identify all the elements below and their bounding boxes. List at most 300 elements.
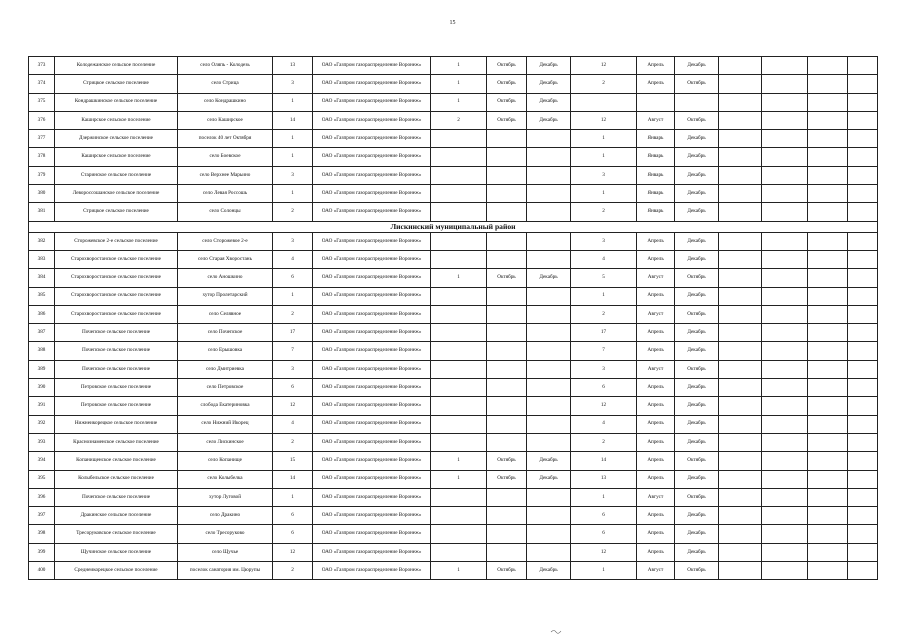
object-count: 6 — [273, 507, 313, 525]
empty-cell — [848, 342, 878, 360]
settlement-name: Кондрашкинское сельское поселение — [55, 93, 178, 111]
empty-cell — [762, 269, 808, 287]
empty-cell — [848, 75, 878, 93]
gas-operator: ОАО «Газпром газораспределение Воронеж» — [313, 470, 431, 488]
stage2-start: Апрель — [637, 75, 675, 93]
empty-cell — [808, 111, 848, 129]
settlement-name: Старохворостанское сельское поселение — [55, 250, 178, 268]
empty-cell — [808, 148, 848, 166]
table-row — [29, 203, 878, 221]
empty-cell — [808, 342, 848, 360]
stage2-start: Август — [637, 488, 675, 506]
stage1-end: Декабрь — [527, 57, 571, 75]
empty-cell — [848, 507, 878, 525]
stage1-count — [431, 379, 487, 397]
stage1-end: Декабрь — [527, 111, 571, 129]
stage2-end: Октябрь — [675, 75, 719, 93]
object-count: 4 — [273, 250, 313, 268]
table-row — [29, 525, 878, 543]
table-row — [29, 397, 878, 415]
stage1-count — [431, 250, 487, 268]
stage1-end — [527, 130, 571, 148]
empty-cell — [719, 57, 762, 75]
stage2-count: 1 — [571, 130, 637, 148]
stage2-count: 1 — [571, 185, 637, 203]
stage2-start: Август — [637, 360, 675, 378]
district-heading-row — [29, 221, 878, 232]
empty-cell — [848, 232, 878, 250]
empty-cell — [762, 93, 808, 111]
object-count: 3 — [273, 232, 313, 250]
empty-cell — [808, 415, 848, 433]
stage2-start: Апрель — [637, 342, 675, 360]
stage1-start — [487, 488, 527, 506]
stage2-start: Апрель — [637, 543, 675, 561]
empty-cell — [808, 232, 848, 250]
row-number: 381 — [29, 203, 55, 221]
stage2-start: Апрель — [637, 507, 675, 525]
empty-cell — [848, 360, 878, 378]
stage2-end: Декабрь — [675, 397, 719, 415]
stage2-count: 3 — [571, 360, 637, 378]
stage1-end — [527, 543, 571, 561]
stage2-end: Декабрь — [675, 185, 719, 203]
object-count: 12 — [273, 543, 313, 561]
table-row — [29, 305, 878, 323]
stage2-count: 12 — [571, 57, 637, 75]
empty-cell — [719, 111, 762, 129]
table-row — [29, 415, 878, 433]
stage2-start: Апрель — [637, 379, 675, 397]
stage1-end: Декабрь — [527, 562, 571, 580]
empty-cell — [719, 488, 762, 506]
settlement-name: Тресоруковское сельское поселение — [55, 525, 178, 543]
stage2-count: 12 — [571, 111, 637, 129]
table-row — [29, 250, 878, 268]
row-number: 398 — [29, 525, 55, 543]
empty-cell — [762, 305, 808, 323]
stage2-count: 2 — [571, 305, 637, 323]
stage1-count: 1 — [431, 452, 487, 470]
object-count: 6 — [273, 379, 313, 397]
stage2-start: Апрель — [637, 287, 675, 305]
settlement-name: Старохворостанское сельское поселение — [55, 287, 178, 305]
stage1-count: 1 — [431, 75, 487, 93]
table-row — [29, 488, 878, 506]
locality-name: село Солонцы — [178, 203, 273, 221]
empty-cell — [719, 397, 762, 415]
gas-operator: ОАО «Газпром газораспределение Воронеж» — [313, 379, 431, 397]
locality-name: село Кондрашкино — [178, 93, 273, 111]
settlement-name: Дракинское сельское поселение — [55, 507, 178, 525]
gas-operator: ОАО «Газпром газораспределение Воронеж» — [313, 185, 431, 203]
settlement-name: Почепское сельское поселение — [55, 342, 178, 360]
settlement-name: Каширское сельское поселение — [55, 148, 178, 166]
stage2-end: Декабрь — [675, 470, 719, 488]
stage2-count — [571, 93, 637, 111]
stage1-count: 1 — [431, 562, 487, 580]
empty-cell — [848, 269, 878, 287]
settlement-name: Краснознаменское сельское поселение — [55, 433, 178, 451]
empty-cell — [762, 166, 808, 184]
stage1-end — [527, 166, 571, 184]
object-count: 1 — [273, 185, 313, 203]
empty-cell — [808, 269, 848, 287]
locality-name: село Стрица — [178, 75, 273, 93]
stage2-start: Январь — [637, 130, 675, 148]
margin-mark — [550, 628, 562, 634]
empty-cell — [762, 324, 808, 342]
stage1-count — [431, 360, 487, 378]
settlement-name: Старохворостанское сельское поселение — [55, 269, 178, 287]
stage1-start — [487, 507, 527, 525]
gas-operator: ОАО «Газпром газораспределение Воронеж» — [313, 232, 431, 250]
empty-cell — [808, 250, 848, 268]
stage1-count — [431, 415, 487, 433]
stage1-start — [487, 166, 527, 184]
stage2-count: 7 — [571, 342, 637, 360]
stage1-end — [527, 433, 571, 451]
gas-operator: ОАО «Газпром газораспределение Воронеж» — [313, 488, 431, 506]
stage1-start — [487, 360, 527, 378]
stage1-count: 2 — [431, 111, 487, 129]
stage1-count: 1 — [431, 470, 487, 488]
empty-cell — [719, 130, 762, 148]
stage1-start — [487, 305, 527, 323]
row-number: 396 — [29, 488, 55, 506]
stage2-start: Апрель — [637, 470, 675, 488]
locality-name: село Верхнее Марьино — [178, 166, 273, 184]
locality-name: село Аношкино — [178, 269, 273, 287]
row-number: 374 — [29, 75, 55, 93]
stage2-start: Апрель — [637, 57, 675, 75]
locality-name: село Оляпь - Колодезь — [178, 57, 273, 75]
object-count: 12 — [273, 397, 313, 415]
empty-cell — [848, 488, 878, 506]
empty-cell — [762, 433, 808, 451]
gasification-schedule-table — [28, 56, 878, 580]
settlement-name: Петровское сельское поселение — [55, 397, 178, 415]
stage2-start: Январь — [637, 185, 675, 203]
locality-name: село Копанище — [178, 452, 273, 470]
table-row — [29, 287, 878, 305]
empty-cell — [808, 397, 848, 415]
empty-cell — [808, 166, 848, 184]
stage1-start — [487, 185, 527, 203]
empty-cell — [762, 543, 808, 561]
empty-cell — [762, 57, 808, 75]
stage1-count — [431, 232, 487, 250]
empty-cell — [808, 360, 848, 378]
gas-operator: ОАО «Газпром газораспределение Воронеж» — [313, 507, 431, 525]
row-number: 388 — [29, 342, 55, 360]
stage2-end: Декабрь — [675, 379, 719, 397]
empty-cell — [762, 452, 808, 470]
stage2-end: Октябрь — [675, 305, 719, 323]
empty-cell — [808, 75, 848, 93]
stage1-count — [431, 185, 487, 203]
empty-cell — [808, 433, 848, 451]
stage1-start — [487, 324, 527, 342]
stage2-end: Декабрь — [675, 250, 719, 268]
settlement-name: Сторожевское 2-е сельское поселение — [55, 232, 178, 250]
object-count: 3 — [273, 166, 313, 184]
stage2-count: 14 — [571, 452, 637, 470]
empty-cell — [808, 562, 848, 580]
empty-cell — [719, 148, 762, 166]
stage1-count: 1 — [431, 269, 487, 287]
row-number: 393 — [29, 433, 55, 451]
stage2-end: Декабрь — [675, 525, 719, 543]
object-count: 14 — [273, 470, 313, 488]
stage2-end: Октябрь — [675, 488, 719, 506]
empty-cell — [762, 287, 808, 305]
empty-cell — [719, 470, 762, 488]
empty-cell — [848, 148, 878, 166]
stage2-end: Декабрь — [675, 148, 719, 166]
locality-name: село Сторожевое 2-е — [178, 232, 273, 250]
stage1-count — [431, 287, 487, 305]
locality-name: село Каширское — [178, 111, 273, 129]
empty-cell — [808, 203, 848, 221]
settlement-name: Копанищенское сельское поселение — [55, 452, 178, 470]
row-number: 380 — [29, 185, 55, 203]
stage1-start — [487, 130, 527, 148]
row-number: 391 — [29, 397, 55, 415]
stage1-start: Октябрь — [487, 470, 527, 488]
stage1-end — [527, 250, 571, 268]
empty-cell — [762, 470, 808, 488]
empty-cell — [848, 93, 878, 111]
stage2-count: 1 — [571, 287, 637, 305]
empty-cell — [848, 379, 878, 397]
locality-name: село Почепское — [178, 324, 273, 342]
object-count: 2 — [273, 305, 313, 323]
table-row — [29, 360, 878, 378]
empty-cell — [848, 203, 878, 221]
stage2-count: 1 — [571, 562, 637, 580]
settlement-name: Петровское сельское поселение — [55, 379, 178, 397]
table-row — [29, 111, 878, 129]
table-row — [29, 507, 878, 525]
settlement-name: Нижнеикорецкое сельское поселение — [55, 415, 178, 433]
stage2-count: 1 — [571, 148, 637, 166]
locality-name: село Тресоруково — [178, 525, 273, 543]
stage2-start: Август — [637, 305, 675, 323]
locality-name: поселок 40 лет Октября — [178, 130, 273, 148]
settlement-name: Каширское сельское поселение — [55, 111, 178, 129]
stage2-count: 12 — [571, 543, 637, 561]
row-number: 375 — [29, 93, 55, 111]
empty-cell — [762, 203, 808, 221]
empty-cell — [848, 250, 878, 268]
stage1-end — [527, 185, 571, 203]
empty-cell — [848, 185, 878, 203]
row-number: 387 — [29, 324, 55, 342]
locality-name: село Селявное — [178, 305, 273, 323]
stage1-start: Октябрь — [487, 562, 527, 580]
stage1-end — [527, 415, 571, 433]
stage2-start: Август — [637, 562, 675, 580]
empty-cell — [848, 433, 878, 451]
stage2-count: 3 — [571, 232, 637, 250]
stage1-start — [487, 203, 527, 221]
stage1-start: Октябрь — [487, 75, 527, 93]
empty-cell — [762, 562, 808, 580]
locality-name: хутор Луговой — [178, 488, 273, 506]
row-number: 385 — [29, 287, 55, 305]
empty-cell — [719, 543, 762, 561]
stage2-start: Январь — [637, 166, 675, 184]
stage2-count: 2 — [571, 433, 637, 451]
stage2-start: Апрель — [637, 415, 675, 433]
object-count: 1 — [273, 287, 313, 305]
locality-name: село Нижний Икорец — [178, 415, 273, 433]
stage1-end — [527, 148, 571, 166]
stage1-start — [487, 525, 527, 543]
locality-name: село Ерышовка — [178, 342, 273, 360]
empty-cell — [762, 488, 808, 506]
stage2-end: Октябрь — [675, 360, 719, 378]
gas-operator: ОАО «Газпром газораспределение Воронеж» — [313, 324, 431, 342]
table-row — [29, 379, 878, 397]
object-count: 1 — [273, 148, 313, 166]
empty-cell — [762, 525, 808, 543]
object-count: 1 — [273, 488, 313, 506]
row-number: 392 — [29, 415, 55, 433]
empty-cell — [719, 250, 762, 268]
empty-cell — [848, 287, 878, 305]
stage1-start — [487, 397, 527, 415]
stage2-count: 1 — [571, 488, 637, 506]
district-heading: Лискинский муниципальный район — [29, 221, 878, 232]
locality-name: хутор Пролетарский — [178, 287, 273, 305]
empty-cell — [762, 148, 808, 166]
table-row — [29, 57, 878, 75]
empty-cell — [808, 470, 848, 488]
empty-cell — [762, 111, 808, 129]
stage1-count — [431, 543, 487, 561]
stage2-end: Декабрь — [675, 415, 719, 433]
empty-cell — [719, 93, 762, 111]
page-number: 15 — [449, 20, 456, 26]
empty-cell — [762, 415, 808, 433]
gas-operator: ОАО «Газпром газораспределение Воронеж» — [313, 111, 431, 129]
stage2-count: 3 — [571, 166, 637, 184]
stage1-start — [487, 148, 527, 166]
stage2-end: Декабрь — [675, 166, 719, 184]
empty-cell — [719, 305, 762, 323]
table-row — [29, 232, 878, 250]
empty-cell — [848, 415, 878, 433]
object-count: 13 — [273, 57, 313, 75]
stage2-start: Апрель — [637, 232, 675, 250]
gas-operator: ОАО «Газпром газораспределение Воронеж» — [313, 305, 431, 323]
locality-name: поселок санатория им. Цюрупы — [178, 562, 273, 580]
gas-operator: ОАО «Газпром газораспределение Воронеж» — [313, 203, 431, 221]
stage1-count — [431, 166, 487, 184]
object-count: 17 — [273, 324, 313, 342]
empty-cell — [808, 543, 848, 561]
row-number: 383 — [29, 250, 55, 268]
table-row — [29, 342, 878, 360]
object-count: 2 — [273, 203, 313, 221]
settlement-name: Почепское сельское поселение — [55, 324, 178, 342]
stage1-start — [487, 287, 527, 305]
stage2-start: Август — [637, 269, 675, 287]
empty-cell — [719, 379, 762, 397]
stage1-end: Декабрь — [527, 452, 571, 470]
row-number: 397 — [29, 507, 55, 525]
settlement-name: Почепское сельское поселение — [55, 488, 178, 506]
empty-cell — [719, 360, 762, 378]
settlement-name: Среднеикорецкое сельское поселение — [55, 562, 178, 580]
empty-cell — [719, 185, 762, 203]
settlement-name: Стрицкое сельское поселение — [55, 203, 178, 221]
stage2-count: 6 — [571, 525, 637, 543]
gas-operator: ОАО «Газпром газораспределение Воронеж» — [313, 287, 431, 305]
gas-operator: ОАО «Газпром газораспределение Воронеж» — [313, 397, 431, 415]
stage1-end — [527, 342, 571, 360]
gas-operator: ОАО «Газпром газораспределение Воронеж» — [313, 452, 431, 470]
stage2-start: Апрель — [637, 452, 675, 470]
stage2-start: Январь — [637, 148, 675, 166]
row-number: 373 — [29, 57, 55, 75]
stage2-count: 2 — [571, 75, 637, 93]
locality-name: село Дмитриевка — [178, 360, 273, 378]
empty-cell — [808, 452, 848, 470]
gas-operator: ОАО «Газпром газораспределение Воронеж» — [313, 166, 431, 184]
stage1-start — [487, 415, 527, 433]
empty-cell — [719, 287, 762, 305]
empty-cell — [762, 185, 808, 203]
gas-operator: ОАО «Газпром газораспределение Воронеж» — [313, 75, 431, 93]
row-number: 382 — [29, 232, 55, 250]
gas-operator: ОАО «Газпром газораспределение Воронеж» — [313, 93, 431, 111]
locality-name: село Боевское — [178, 148, 273, 166]
stage1-start: Октябрь — [487, 452, 527, 470]
empty-cell — [762, 342, 808, 360]
gas-operator: ОАО «Газпром газораспределение Воронеж» — [313, 130, 431, 148]
stage1-count — [431, 342, 487, 360]
row-number: 376 — [29, 111, 55, 129]
gas-operator: ОАО «Газпром газораспределение Воронеж» — [313, 415, 431, 433]
stage1-count — [431, 397, 487, 415]
stage1-count — [431, 507, 487, 525]
object-count: 14 — [273, 111, 313, 129]
stage1-end — [527, 203, 571, 221]
stage2-start: Апрель — [637, 433, 675, 451]
settlement-name: Почепское сельское поселение — [55, 360, 178, 378]
table-row — [29, 269, 878, 287]
locality-name: слобода Екатериновка — [178, 397, 273, 415]
stage1-end: Декабрь — [527, 269, 571, 287]
gas-operator: ОАО «Газпром газораспределение Воронеж» — [313, 525, 431, 543]
stage2-start: Август — [637, 111, 675, 129]
table-row — [29, 75, 878, 93]
row-number: 395 — [29, 470, 55, 488]
stage1-count — [431, 130, 487, 148]
table-row — [29, 543, 878, 561]
locality-name: село Лискинское — [178, 433, 273, 451]
stage2-start: Апрель — [637, 250, 675, 268]
row-number: 384 — [29, 269, 55, 287]
settlement-name: Колодежанское сельское поселение — [55, 57, 178, 75]
gas-operator: ОАО «Газпром газораспределение Воронеж» — [313, 57, 431, 75]
object-count: 7 — [273, 342, 313, 360]
stage2-count: 12 — [571, 397, 637, 415]
stage1-count — [431, 488, 487, 506]
